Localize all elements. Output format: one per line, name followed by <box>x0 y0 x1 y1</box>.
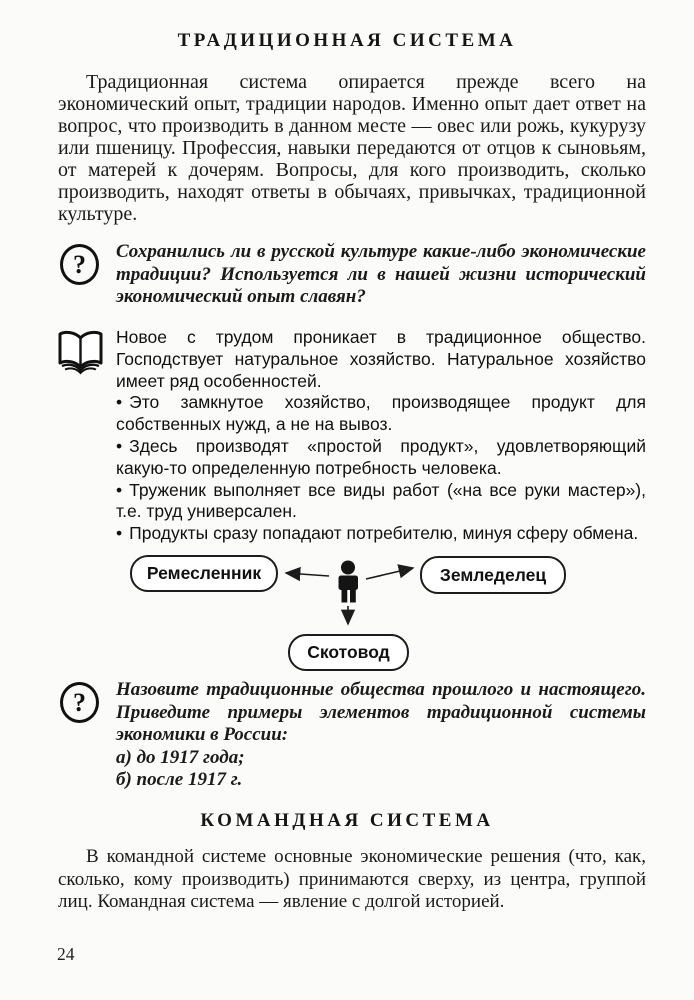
bullet-item <box>116 436 646 480</box>
bullet-marker: • <box>116 392 123 413</box>
arrow-to-farmer <box>366 568 413 579</box>
question-2-item-a: а) до 1917 года; <box>116 746 245 768</box>
arrow-to-craftsman <box>286 573 329 576</box>
bullet-marker: • <box>116 435 123 456</box>
bullet-item <box>116 392 646 436</box>
open-book-icon <box>56 328 105 375</box>
diagram-node-herder: Скотовод <box>288 634 409 671</box>
bullet-text: Здесь производят «простой продукт», удовлетворяющий какую-то определенную потребность человека. <box>116 435 646 478</box>
reading-intro: Новое с трудом проникает в традиционное общество. Господствует натуральное хозяйство. Натуральное хозяйство имеет ряд особенностей. <box>116 327 646 391</box>
command-system-paragraph: В командной системе основные экономические решения (что, как, сколько, кому производить) принимаются сверху, из центра, группой лиц. Командная система — явление с долгой историей. <box>58 846 646 912</box>
bullet-marker: • <box>116 523 123 544</box>
page-number: 24 <box>57 944 75 964</box>
diagram-node-farmer: Земледелец <box>420 556 566 594</box>
question-block-2 <box>56 679 646 792</box>
reading-text <box>116 327 646 545</box>
question-mark-icon: ? <box>60 244 99 285</box>
person-icon <box>339 561 359 603</box>
section-title-traditional-system: ТРАДИЦИОННАЯ СИСТЕМА <box>177 30 517 51</box>
diagram-node-craftsman: Ремесленник <box>130 555 278 592</box>
bullet-text: Продукты сразу попадают потребителю, минуя сферу обмена. <box>129 523 639 544</box>
question-mark-icon: ? <box>60 682 99 723</box>
section-title-command-system: КОМАНДНАЯ СИСТЕМА <box>200 810 494 831</box>
question-2-item-b: б) после 1917 г. <box>116 769 243 790</box>
question-2-main: Назовите традиционные общества прошлого и настоящего. Приведите примеры элементов традиционной системы экономики в России: <box>116 679 646 745</box>
bullet-marker: • <box>116 479 123 500</box>
reading-block <box>56 327 646 545</box>
bullet-item <box>116 523 646 545</box>
traditional-system-paragraph: Традиционная система опирается прежде всего на экономический опыт, традиции народов. Именно опыт дает ответ на вопрос, что производить в данном месте — овес или рожь, кукурузу или пшеницу. Профессия, навыки передаются от отцов к сыновьям, от матерей к дочерям. Вопросы, для кого производить, сколько производить, находят ответы в обычаях, привычках, традиционной культуре. <box>58 71 646 225</box>
question-block-1 <box>56 241 646 309</box>
question-2-text <box>116 679 646 792</box>
question-1-text: Сохранились ли в русской культуре какие-либо экономические традиции? Используется ли в нашей жизни исторический экономический опыт славян? <box>116 241 646 307</box>
traditional-economy-diagram <box>0 545 694 677</box>
bullet-text: Это замкнутое хозяйство, производящее продукт для собственных нужд, а не на вывоз. <box>116 392 646 435</box>
bullet-text: Труженик выполняет все виды работ («на все руки мастер»), т.е. труд универсален. <box>116 479 646 522</box>
bullet-item <box>116 480 646 524</box>
